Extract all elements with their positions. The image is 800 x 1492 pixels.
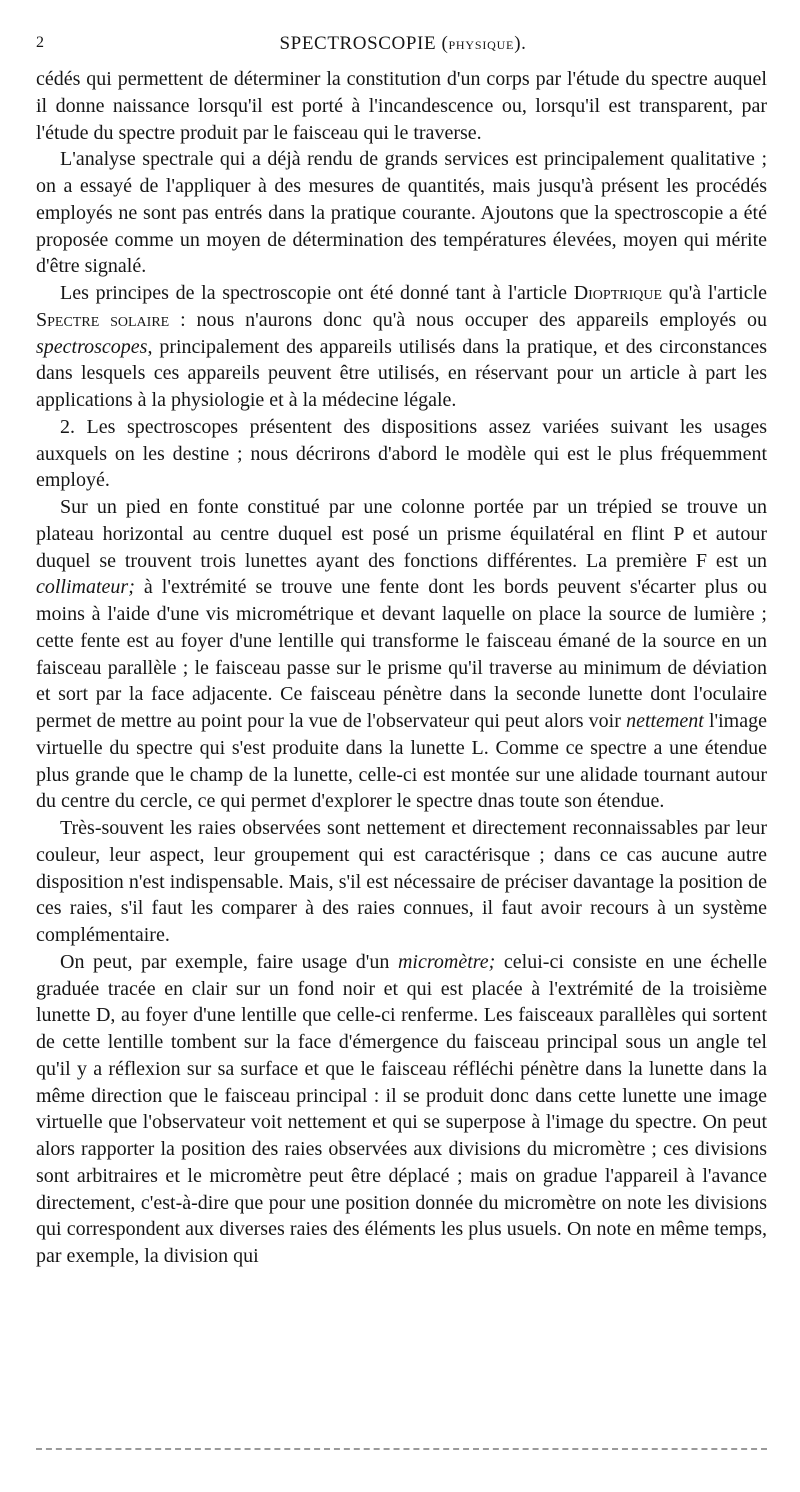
text-run: à l'extrémité se trouve une fente dont les bords peuvent s'écarter plus ou moins à l'aide d'une vis micrométrique et devant laquelle on place la source de lumière ; cette fente est au foyer d'une lentille qui transforme le faisceau émané de la source en un faisceau parallèle ; le faisceau passe sur le prisme qu'il traverse au minimum de déviation et sort par la face adjacente. Ce faisceau pénètre dans la seconde lunette dont l'oculaire permet de mettre au point pour la vue de l'observateur qui peut alors voir (36, 576, 767, 732)
smallcaps-ref-dioptrique: Dioptrique (573, 282, 663, 304)
paragraph-analyse-spectrale: L'analyse spectrale qui a déjà rendu de grands services est principalement qualitative ; on a essayé de l'appliquer à des mesures de quantités, mais jusqu'à présent les procédés employés ne sont pas entrés dans la pratique courante. Ajoutons que la spectroscopie a été proposée comme un moyen de détermination des températures élevées, moyen qui mérite d'être signalé. (36, 148, 767, 278)
running-title-end: ). (514, 33, 527, 54)
running-title-subject: physique (448, 34, 515, 53)
text-run: On peut, par exemple, faire usage d'un (60, 950, 398, 973)
paragraph-continued: cédés qui permettent de déterminer la constitution d'un corps par l'étude du spectre auquel il donne naissance lorsqu'il est porté à l'incandescence ou, lorsqu'il est transparent, par l'étude du spectre produit par le faisceau qui le traverse. (36, 68, 767, 144)
italic-term: collimateur; (36, 576, 135, 599)
page-number: 2 (36, 34, 44, 51)
italic-term: spectroscopes (36, 335, 148, 358)
body-text (36, 66, 767, 1270)
paragraph-raies: Très-souvent les raies observées sont nettement et directement reconnaissables par leur couleur, leur aspect, leur groupement qui est caractérisque ; dans ce cas aucune autre disposition n'est indispensable. Mais, s'il est nécessaire de préciser davantage la position de ces raies, s'il faut les comparer à des raies connues, il faut avoir recours à un système complémentaire. (36, 817, 767, 946)
paragraph-section-2: 2. Les spectroscopes présentent des dispositions assez variées suivant les usages auxquels on les destine ; nous décrirons d'abord le modèle qui est le plus fréquemment employé. (36, 415, 767, 492)
smallcaps-ref-spectre-solaire: Spectre solaire (36, 308, 170, 331)
footer-rule (36, 1448, 767, 1450)
paragraph-principes (36, 280, 767, 414)
paragraph-description-appareil (36, 494, 767, 815)
text-run: qu'à l'article (662, 282, 767, 304)
paragraph-micrometre (36, 949, 767, 1270)
page-header (36, 31, 770, 57)
italic-term: nettement (626, 710, 704, 732)
text-run: Sur un pied en fonte constitué par une colonne portée par un trépied se trouve un plateau horizontal au centre duquel est posé un prisme équilatéral en flint P et autour duquel se trouvent trois lunettes ayant des fonctions différentes. La première F est un (36, 496, 767, 572)
running-title (36, 33, 770, 55)
text-run: , principalement des appareils utilisés dans la pratique, et des circonstances dans lesquels ces appareils peuvent être utilisés, en réservant pour un article à part les applications à la physiologie et à la médecine légale. (36, 335, 767, 411)
text-run: celui-ci consiste en une échelle graduée tracée en clair sur un fond noir et qui est placée à l'extrémité de la troisième lunette D, au foyer d'une lentille que celle-ci renferme. Les faisceaux parallèles qui sortent de cette lentille tombent sur la face d'émergence du faisceau principal sous un angle tel qu'il y a réflexion sur sa surface et que le faisceau réfléchi pénètre dans la lunette dans la même direction que le faisceau principal : il se produit donc dans cette lunette une image virtuelle que l'observateur voit nettement et qui se superpose à l'image du spectre. On peut alors rapporter la position des raies observées aux divisions du micromètre ; ces divisions sont arbitraires et le micromètre peut être déplacé ; mais on gradue l'appareil à l'avance directement, c'est-à-dire que pour une position donnée du micromètre on note les divisions qui correspondent aux diverses raies des éléments les plus usuels. On note en même temps, par exemple, la division qui (36, 950, 767, 1267)
italic-term: micromètre; (397, 950, 496, 973)
text-run: l'image virtuelle du spectre qui s'est produite dans la lunette L. Comme ce spectre a une étendue plus grande que le champ de la lunette, celle-ci est montée sur une alidade tournant autour du centre du cercle, ce qui permet d'explorer le spectre dnas toute son étendue. (36, 710, 767, 813)
running-title-main: SPECTROSCOPIE ( (279, 33, 449, 54)
text-run: : nous n'aurons donc qu'à nous occuper des appareils employés ou (169, 308, 767, 331)
text-run: Les principes de la spectroscopie ont été donné tant à l'article (60, 282, 574, 304)
